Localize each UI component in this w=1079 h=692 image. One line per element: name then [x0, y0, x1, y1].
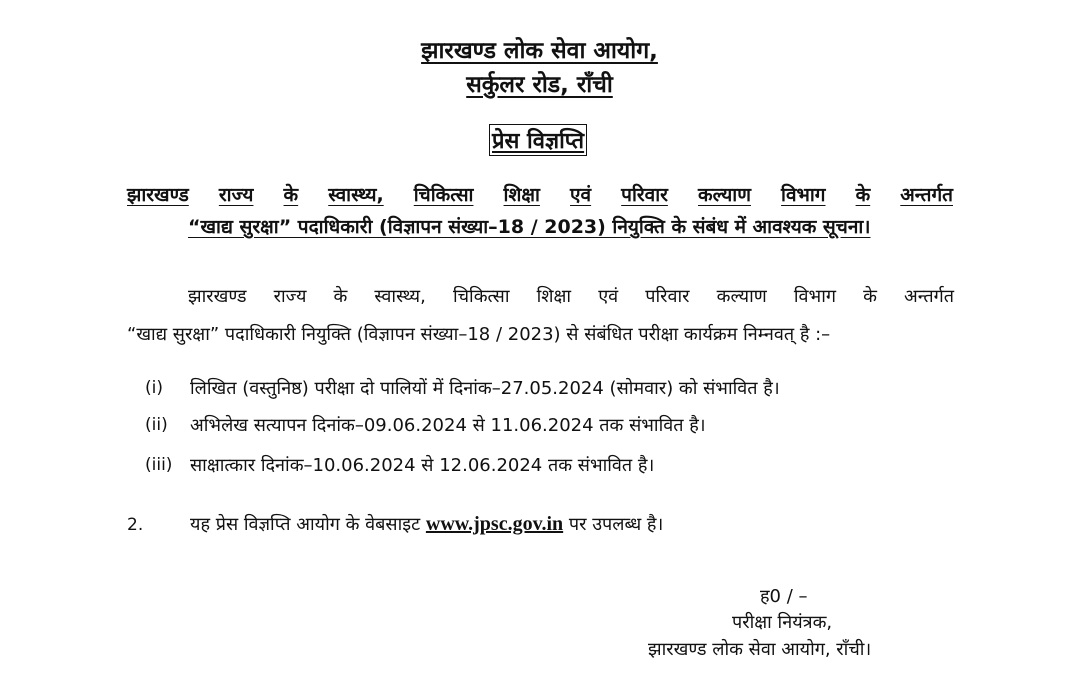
point-2-text-after: पर उपलब्ध है। — [568, 514, 664, 535]
press-release-title: प्रेस विज्ञप्ति — [489, 124, 587, 156]
word: एवं — [570, 184, 592, 206]
body-paragraph-line-1 — [188, 284, 954, 308]
subject-line-1 — [127, 181, 953, 207]
signature-sd: ह0 / – — [760, 586, 808, 607]
word: चिकित्सा — [452, 286, 510, 307]
word: कल्याण — [716, 286, 767, 307]
body-paragraph-line-2: “खाद्य सुरक्षा” पदाधिकारी नियुक्ति (विज्ञापन संख्या–18 / 2023) से संबंधित परीक्षा कार्यक्रम निम्नवत् है :– — [127, 324, 831, 345]
word: कल्याण — [698, 184, 751, 206]
list-item-number: (i) — [145, 378, 163, 398]
word: शिक्षा — [503, 184, 540, 206]
subject-line-2: “खाद्य सुरक्षा” पदाधिकारी (विज्ञापन संख्या–18 / 2023) नियुक्ति के संबंध में आवश्यक सूचना। — [188, 216, 871, 238]
word: के — [283, 184, 299, 206]
word: अन्तर्गत — [900, 184, 953, 206]
word: झारखण्ड — [127, 184, 189, 206]
signature-org: झारखण्ड लोक सेवा आयोग, राँची। — [648, 639, 872, 660]
point-2-text — [190, 512, 663, 536]
list-item-number: (iii) — [145, 455, 173, 475]
word: विभाग — [781, 184, 826, 206]
list-item-text: साक्षात्कार दिनांक–10.06.2024 से 12.06.2024 तक संभावित है। — [190, 455, 655, 476]
word: परिवार — [645, 286, 690, 307]
word: राज्य — [273, 286, 307, 307]
word: राज्य — [218, 184, 254, 206]
word: एवं — [598, 286, 619, 307]
word: के — [855, 184, 871, 206]
org-name-heading: झारखण्ड लोक सेवा आयोग, — [421, 38, 658, 64]
word: अन्तर्गत — [904, 286, 954, 307]
word: स्वास्थ्य, — [374, 286, 426, 307]
list-item-number: (ii) — [145, 415, 168, 435]
org-address-heading: सर्कुलर रोड, राँची — [466, 72, 613, 98]
list-item-text: लिखित (वस्तुनिष्ठ) परीक्षा दो पालियों में दिनांक–27.05.2024 (सोमवार) को संभावित है। — [190, 378, 780, 399]
word: चिकित्सा — [413, 184, 474, 206]
word: परिवार — [621, 184, 668, 206]
point-number: 2. — [127, 515, 144, 535]
word: झारखण्ड — [188, 286, 247, 307]
word: विभाग — [793, 286, 837, 307]
signature-designation: परीक्षा नियंत्रक, — [732, 612, 833, 633]
word: शिक्षा — [536, 286, 572, 307]
point-2-text-before: यह प्रेस विज्ञप्ति आयोग के वेबसाइट — [190, 514, 421, 535]
word: के — [863, 286, 877, 307]
list-item-text: अभिलेख सत्यापन दिनांक–09.06.2024 से 11.06.2024 तक संभावित है। — [190, 415, 706, 436]
word: स्वास्थ्य, — [328, 184, 384, 206]
word: के — [333, 286, 348, 307]
website-link[interactable]: www.jpsc.gov.in — [425, 513, 564, 535]
